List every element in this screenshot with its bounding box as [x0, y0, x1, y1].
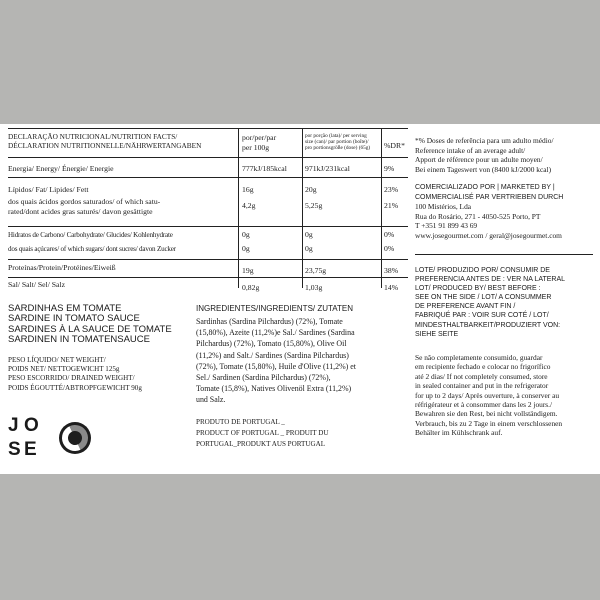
energy-per-100g: 777kJ/185kcal	[242, 164, 287, 173]
protein-dr: 38%	[384, 266, 399, 275]
protein-per-serving: 23,75g	[305, 266, 327, 275]
carbs-per-100g: 0g	[242, 230, 250, 239]
nutrition-table	[8, 128, 408, 292]
origin-block: PRODUTO DE PORTUGAL _ PRODUCT OF PORTUGAL _ PRODUIT DU PORTUGAL_PRODUKT AUS PORTUGAL	[196, 418, 329, 448]
salt-dr: 14%	[384, 283, 399, 292]
reference-intake-note: *% Doses de referência para um adulto médio/ Reference intake of an average adult/ Apport de référence pour un adulte moyen/ Bei einem Tageswert von (8400 kJ/2000 kcal)	[415, 136, 554, 174]
green-dot-recycle-icon	[58, 421, 92, 455]
weights-block: PESO LÍQUIDO/ NET WEIGHT/ POIDS NET/ NETTOGEWICHT 125g PESO ESCORRIDO/ DRAINED WEIGHT/ POIDS ÉGOUTTÉ/ABTROPFGEWICHT 90g	[8, 356, 142, 392]
table-header-label: DECLARAÇÃO NUTRICIONAL/NUTRITION FACTS/ DÉCLARATION NUTRITIONNELLE/NÄHRWERTANGABEN	[8, 132, 202, 150]
energy-dr: 9%	[384, 164, 395, 173]
divider	[415, 254, 593, 255]
website-link[interactable]: www.josegourmet.com / geral@josegourmet.com	[415, 230, 562, 240]
salt-per-serving: 1,03g	[305, 283, 323, 292]
protein-per-100g: 19g	[242, 266, 254, 275]
fat-dr: 23%	[384, 185, 399, 194]
logo-letter-o: O	[24, 415, 39, 436]
storage-instructions: Se não completamente consumido, guardar em recipiente fechado e colocar no frigorífico até 2 dias/ If not completely consumed, store in sealed container and put in the refrigerator for up to 2 days/ Après ouverture, à conserver au réfrigérateur et à consommer dans les 2 jours./ Bewahren sie den Rest, bei nicht vollständigem. Verbrauch, bis zu 2 Tage in einem verschlossenen Behälter im Kühlschrank auf.	[415, 353, 563, 438]
ingredients-title: INGREDIENTES/INGREDIENTS/ ZUTATEN	[196, 304, 354, 313]
satfat-label: dos quais ácidos gordos saturados/ of which satu- rated/dont acides gras saturés/ davon gesättigte	[8, 197, 161, 216]
salt-per-100g: 0,82g	[242, 283, 260, 292]
energy-per-serving: 971kJ/231kcal	[305, 164, 350, 173]
col-per-serving-header: por porção (lata)/ per serving size (can)/ par portion (boîte)/ pro portionsgröße (dose) (65g)	[305, 133, 371, 152]
logo-letter-e: E	[24, 439, 37, 460]
marketer-block: COMERCIALIZADO POR | MARKETED BY | COMMERCIALISÉ PAR VERTRIEBEN DURCH 100 Mistérios, Lda Rua do Rosário, 271 - 4050-525 Porto, PT T +351 91 899 43 69 www.josegourmet.com / geral@josegourmet.com	[415, 183, 593, 241]
col-per-100g-header: por/per/par per 100g	[242, 133, 277, 152]
satfat-per-100g: 4,2g	[242, 201, 256, 210]
fat-per-serving: 20g	[305, 185, 317, 194]
jose-logo	[8, 415, 40, 463]
ingredients-list: Sardinhas (Sardina Pilchardus) (72%), Tomate (15,80%), Azeite (11,2%)e Sal./ Sardines (Sardina Pilchardus) (72%), Tomato (15,80%), Olive Oil (11,2%) and Salt./ Sardines (Sardina Pilchardus) (72%), Tomate (15,80%), Huile d'Olive (11,2%) et Sel./ Sardinen (Sardina Pilchardus) (72%), Tomate (15,8%), Natives Olivenöl Extra (11,2%) und Salz.	[196, 317, 356, 405]
salt-label: Sal/ Salt/ Sel/ Salz	[8, 280, 66, 289]
carbs-dr: 0%	[384, 230, 395, 239]
product-names: SARDINHAS EM TOMATE SARDINE IN TOMATO SAUCE SARDINES À LA SAUCE DE TOMATE SARDINEN IN TOMATENSAUCE	[8, 303, 172, 346]
satfat-dr: 21%	[384, 201, 399, 210]
carbs-per-serving: 0g	[305, 230, 313, 239]
col-dr-header: %DR*	[384, 141, 405, 150]
product-label	[0, 124, 600, 474]
fat-per-100g: 16g	[242, 185, 254, 194]
sugars-per-serving: 0g	[305, 244, 313, 253]
satfat-per-serving: 5,25g	[305, 201, 323, 210]
sugars-label: dos quais açúcares/ of which sugars/ dont sucres/ davon Zucker	[8, 245, 176, 253]
fat-label: Lípidos/ Fat/ Lipides/ Fett	[8, 185, 89, 194]
sugars-per-100g: 0g	[242, 244, 250, 253]
logo-letter-s: S	[8, 439, 21, 460]
lot-info: LOTE/ PRODUZIDO POR/ CONSUMIR DE PREFERENCIA ANTES DE : VER NA LATERAL LOT/ PRODUCED BY/ BEST BEFORE : SEE ON THE SIDE / LOT/ A CONSUMMER DE PREFERENCE AVANT FIN / FABRIQUÉ PAR : VOIR SUR COTÉ / LOT/ MINDESTHALTBARKEIT/PRODUZIERT VON: SIEHE SEITE	[415, 267, 566, 338]
sugars-dr: 0%	[384, 244, 395, 253]
protein-label: Proteínas/Protein/Protéines/Eiweiß	[8, 263, 116, 272]
logo-letter-j: J	[8, 415, 19, 436]
energy-label: Energia/ Energy/ Énergie/ Energie	[8, 164, 114, 173]
carbs-label: Hidratos de Carbono/ Carbohydrate/ Glucides/ Kohlenhydrate	[8, 231, 173, 239]
